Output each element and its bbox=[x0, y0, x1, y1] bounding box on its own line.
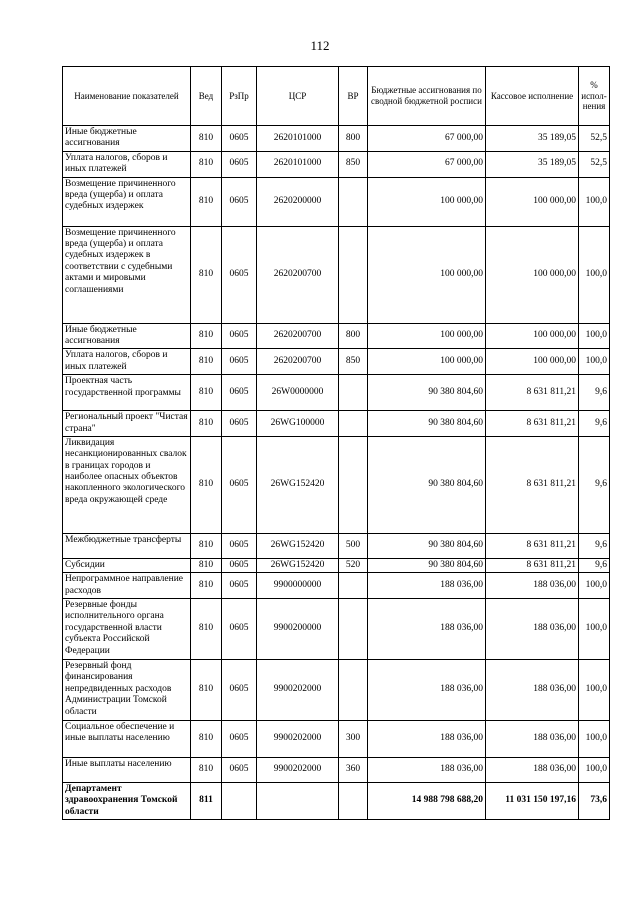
cell-pct: 100,0 bbox=[579, 599, 610, 660]
header-cash: Кассовое исполнение bbox=[486, 67, 579, 126]
cell-cash: 35 189,05 bbox=[486, 126, 579, 152]
cell-budget: 100 000,00 bbox=[368, 349, 486, 375]
header-budget: Бюджетные ассигнования по сводной бюджетной росписи bbox=[368, 67, 486, 126]
cell-cash: 188 036,00 bbox=[486, 660, 579, 721]
cell-cash: 8 631 811,21 bbox=[486, 375, 579, 411]
header-row bbox=[63, 67, 610, 126]
cell-cash: 8 631 811,21 bbox=[486, 436, 579, 533]
cell-name: Возмещение причиненного вреда (ущерба) и оплата судебных издержек в соответствии с судебными актами и мировыми соглашениями bbox=[63, 226, 191, 323]
table-row bbox=[63, 323, 610, 349]
cell-vr: 360 bbox=[339, 758, 368, 783]
cell-pct: 100,0 bbox=[579, 349, 610, 375]
cell-name: Межбюджетные трансферты bbox=[63, 533, 191, 558]
budget-execution-table bbox=[62, 66, 610, 820]
cell-pct: 52,5 bbox=[579, 126, 610, 152]
cell-csr: 9900202000 bbox=[257, 721, 339, 758]
cell-budget: 14 988 798 688,20 bbox=[368, 783, 486, 820]
cell-rzpr: 0605 bbox=[222, 226, 257, 323]
cell-budget: 90 380 804,60 bbox=[368, 558, 486, 572]
cell-csr: 26W0000000 bbox=[257, 375, 339, 411]
table-row bbox=[63, 783, 610, 820]
cell-ved: 810 bbox=[191, 177, 222, 226]
cell-name: Региональный проект "Чистая страна" bbox=[63, 411, 191, 437]
cell-ved: 810 bbox=[191, 375, 222, 411]
cell-name: Иные выплаты населению bbox=[63, 758, 191, 783]
cell-cash: 100 000,00 bbox=[486, 177, 579, 226]
cell-pct: 73,6 bbox=[579, 783, 610, 820]
cell-budget: 90 380 804,60 bbox=[368, 411, 486, 437]
page-number: 112 bbox=[310, 38, 330, 53]
cell-cash: 188 036,00 bbox=[486, 758, 579, 783]
table-row bbox=[63, 177, 610, 226]
table-row bbox=[63, 558, 610, 572]
cell-name: Иные бюджетные ассигнования bbox=[63, 126, 191, 152]
cell-rzpr: 0605 bbox=[222, 151, 257, 177]
cell-pct: 9,6 bbox=[579, 558, 610, 572]
cell-csr: 26WG152420 bbox=[257, 436, 339, 533]
cell-csr: 2620200700 bbox=[257, 226, 339, 323]
cell-ved: 810 bbox=[191, 573, 222, 599]
cell-cash: 8 631 811,21 bbox=[486, 533, 579, 558]
cell-pct: 9,6 bbox=[579, 436, 610, 533]
cell-csr: 2620101000 bbox=[257, 151, 339, 177]
cell-csr: 9900200000 bbox=[257, 599, 339, 660]
cell-rzpr: 0605 bbox=[222, 599, 257, 660]
table-row bbox=[63, 226, 610, 323]
cell-csr: 9900202000 bbox=[257, 758, 339, 783]
cell-csr: 26WG100000 bbox=[257, 411, 339, 437]
cell-vr: 850 bbox=[339, 151, 368, 177]
cell-budget: 90 380 804,60 bbox=[368, 375, 486, 411]
cell-csr: 2620200700 bbox=[257, 349, 339, 375]
cell-cash: 100 000,00 bbox=[486, 349, 579, 375]
table-row bbox=[63, 758, 610, 783]
cell-rzpr: 0605 bbox=[222, 349, 257, 375]
cell-budget: 90 380 804,60 bbox=[368, 436, 486, 533]
cell-csr: 26WG152420 bbox=[257, 533, 339, 558]
cell-vr bbox=[339, 573, 368, 599]
cell-rzpr: 0605 bbox=[222, 721, 257, 758]
table-row bbox=[63, 660, 610, 721]
cell-vr: 500 bbox=[339, 533, 368, 558]
cell-ved: 810 bbox=[191, 411, 222, 437]
cell-budget: 188 036,00 bbox=[368, 573, 486, 599]
cell-cash: 8 631 811,21 bbox=[486, 411, 579, 437]
cell-pct: 9,6 bbox=[579, 375, 610, 411]
cell-cash: 100 000,00 bbox=[486, 323, 579, 349]
cell-rzpr bbox=[222, 783, 257, 820]
cell-ved: 810 bbox=[191, 349, 222, 375]
cell-vr bbox=[339, 226, 368, 323]
cell-budget: 100 000,00 bbox=[368, 177, 486, 226]
cell-vr: 800 bbox=[339, 126, 368, 152]
cell-name: Ликвидация несанкционированных свалок в границах городов и наиболее опасных объектов накопленного экологического вреда окружающей среде bbox=[63, 436, 191, 533]
cell-vr: 800 bbox=[339, 323, 368, 349]
cell-name: Возмещение причиненного вреда (ущерба) и оплата судебных издержек bbox=[63, 177, 191, 226]
cell-ved: 810 bbox=[191, 533, 222, 558]
cell-name: Иные бюджетные ассигнования bbox=[63, 323, 191, 349]
cell-cash: 11 031 150 197,16 bbox=[486, 783, 579, 820]
cell-name: Резервный фонд финансирования непредвиденных расходов Администрации Томской области bbox=[63, 660, 191, 721]
table-row bbox=[63, 126, 610, 152]
cell-budget: 67 000,00 bbox=[368, 126, 486, 152]
cell-ved: 810 bbox=[191, 436, 222, 533]
cell-ved: 810 bbox=[191, 721, 222, 758]
header-csr: ЦСР bbox=[257, 67, 339, 126]
cell-cash: 188 036,00 bbox=[486, 599, 579, 660]
cell-csr: 2620200700 bbox=[257, 323, 339, 349]
cell-pct: 9,6 bbox=[579, 533, 610, 558]
cell-cash: 100 000,00 bbox=[486, 226, 579, 323]
cell-pct: 9,6 bbox=[579, 411, 610, 437]
cell-rzpr: 0605 bbox=[222, 436, 257, 533]
cell-name: Уплата налогов, сборов и иных платежей bbox=[63, 151, 191, 177]
cell-csr bbox=[257, 783, 339, 820]
cell-name: Департамент здравоохранения Томской области bbox=[63, 783, 191, 820]
cell-rzpr: 0605 bbox=[222, 375, 257, 411]
cell-pct: 100,0 bbox=[579, 721, 610, 758]
cell-pct: 100,0 bbox=[579, 177, 610, 226]
table-row bbox=[63, 349, 610, 375]
cell-rzpr: 0605 bbox=[222, 177, 257, 226]
cell-name: Резервные фонды исполнительного органа государственной власти субъекта Российской Федерации bbox=[63, 599, 191, 660]
header-ved: Вед bbox=[191, 67, 222, 126]
cell-vr bbox=[339, 436, 368, 533]
cell-pct: 100,0 bbox=[579, 323, 610, 349]
cell-rzpr: 0605 bbox=[222, 758, 257, 783]
cell-pct: 100,0 bbox=[579, 758, 610, 783]
table-row bbox=[63, 533, 610, 558]
cell-name: Проектная часть государственной программы bbox=[63, 375, 191, 411]
cell-name: Социальное обеспечение и иные выплаты населению bbox=[63, 721, 191, 758]
cell-csr: 9900000000 bbox=[257, 573, 339, 599]
cell-budget: 90 380 804,60 bbox=[368, 533, 486, 558]
cell-vr: 520 bbox=[339, 558, 368, 572]
cell-cash: 35 189,05 bbox=[486, 151, 579, 177]
cell-csr: 2620101000 bbox=[257, 126, 339, 152]
table-row bbox=[63, 411, 610, 437]
cell-rzpr: 0605 bbox=[222, 573, 257, 599]
cell-vr bbox=[339, 660, 368, 721]
cell-rzpr: 0605 bbox=[222, 558, 257, 572]
cell-csr: 26WG152420 bbox=[257, 558, 339, 572]
cell-rzpr: 0605 bbox=[222, 533, 257, 558]
cell-budget: 188 036,00 bbox=[368, 721, 486, 758]
cell-vr bbox=[339, 599, 368, 660]
cell-rzpr: 0605 bbox=[222, 126, 257, 152]
header-pct: % испол-нения bbox=[579, 67, 610, 126]
cell-cash: 8 631 811,21 bbox=[486, 558, 579, 572]
cell-vr bbox=[339, 177, 368, 226]
cell-vr bbox=[339, 411, 368, 437]
cell-budget: 188 036,00 bbox=[368, 660, 486, 721]
cell-vr: 850 bbox=[339, 349, 368, 375]
cell-vr: 300 bbox=[339, 721, 368, 758]
header-name: Наименование показателей bbox=[63, 67, 191, 126]
cell-pct: 100,0 bbox=[579, 660, 610, 721]
cell-vr bbox=[339, 783, 368, 820]
cell-rzpr: 0605 bbox=[222, 411, 257, 437]
cell-pct: 100,0 bbox=[579, 573, 610, 599]
cell-rzpr: 0605 bbox=[222, 323, 257, 349]
table-row bbox=[63, 599, 610, 660]
cell-rzpr: 0605 bbox=[222, 660, 257, 721]
cell-csr: 9900202000 bbox=[257, 660, 339, 721]
cell-ved: 810 bbox=[191, 323, 222, 349]
cell-name: Уплата налогов, сборов и иных платежей bbox=[63, 349, 191, 375]
cell-budget: 100 000,00 bbox=[368, 323, 486, 349]
cell-name: Субсидии bbox=[63, 558, 191, 572]
cell-budget: 188 036,00 bbox=[368, 599, 486, 660]
table-row bbox=[63, 375, 610, 411]
cell-ved: 810 bbox=[191, 758, 222, 783]
cell-budget: 188 036,00 bbox=[368, 758, 486, 783]
table-row bbox=[63, 151, 610, 177]
cell-budget: 67 000,00 bbox=[368, 151, 486, 177]
cell-ved: 811 bbox=[191, 783, 222, 820]
cell-ved: 810 bbox=[191, 558, 222, 572]
cell-ved: 810 bbox=[191, 226, 222, 323]
cell-name: Непрограммное направление расходов bbox=[63, 573, 191, 599]
cell-ved: 810 bbox=[191, 660, 222, 721]
table-row bbox=[63, 573, 610, 599]
cell-ved: 810 bbox=[191, 151, 222, 177]
table-row bbox=[63, 436, 610, 533]
cell-csr: 2620200000 bbox=[257, 177, 339, 226]
table-row bbox=[63, 721, 610, 758]
cell-pct: 100,0 bbox=[579, 226, 610, 323]
cell-pct: 52,5 bbox=[579, 151, 610, 177]
header-rzpr: РзПр bbox=[222, 67, 257, 126]
cell-budget: 100 000,00 bbox=[368, 226, 486, 323]
cell-cash: 188 036,00 bbox=[486, 721, 579, 758]
cell-cash: 188 036,00 bbox=[486, 573, 579, 599]
cell-vr bbox=[339, 375, 368, 411]
cell-ved: 810 bbox=[191, 126, 222, 152]
header-vr: ВР bbox=[339, 67, 368, 126]
cell-ved: 810 bbox=[191, 599, 222, 660]
